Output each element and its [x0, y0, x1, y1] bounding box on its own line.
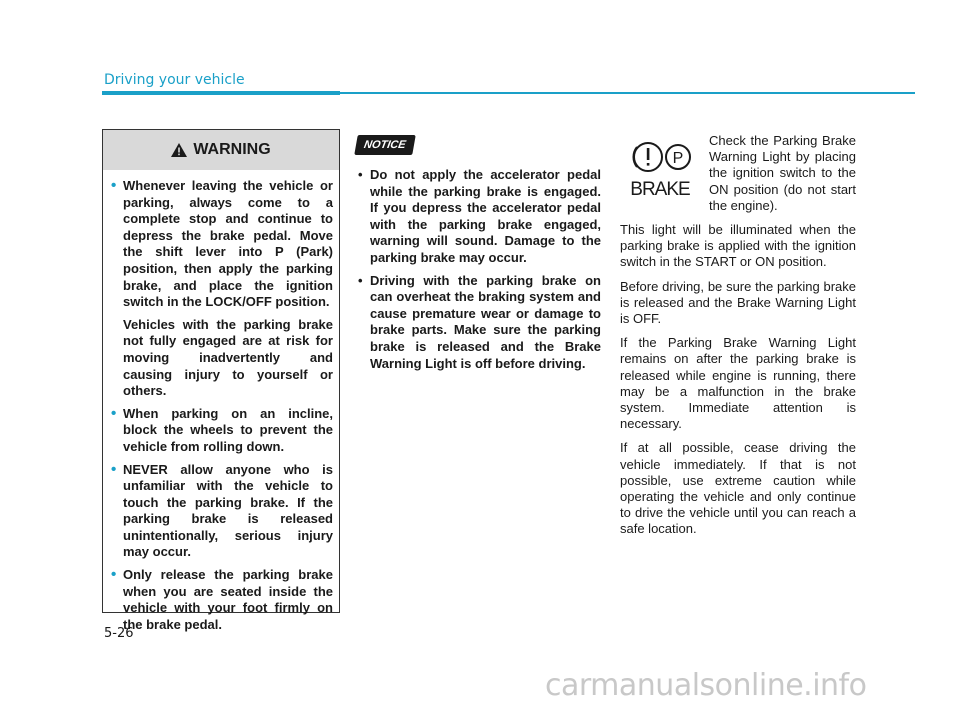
brake-warning-icon: [620, 133, 698, 203]
warning-item: • When parking on an incline, block the wheels to prevent the vehicle from rolling down.: [113, 406, 333, 456]
warning-list: [103, 170, 339, 633]
warning-item-continuation: Vehicles with the parking brake not fully engaged are at risk for moving inadvertently and causing injury to yourself or others.: [123, 316, 333, 399]
warning-item: • Only release the parking brake when you are seated inside the vehicle with your foot firmly on the brake pedal.: [113, 567, 333, 633]
notice-list: [356, 167, 601, 372]
warning-box: [102, 129, 340, 632]
notice-item: • Driving with the parking brake on can overheat the braking system and cause premature wear or damage to brake parts. Make sure the parking brake is released and the Brake Warning Light is off before driving.: [356, 273, 601, 373]
section-title: Driving your vehicle: [104, 72, 245, 88]
page-number: 5-26: [104, 626, 134, 641]
warning-item: • NEVER allow anyone who is unfamiliar with the vehicle to touch the parking brake. If the parking brake is released unintentionally, serious injury may occur.: [113, 462, 333, 562]
header-rule-thin: [340, 92, 915, 94]
brake-light-paragraph: This light will be illuminated when the parking brake is applied with the ignition switch in the START or ON position.: [620, 222, 856, 270]
brake-light-intro: Check the Parking Brake Warning Light by placing the ignition switch to the ON position (do not start the engine).: [709, 133, 856, 213]
notice-section: [356, 135, 601, 378]
header-rule-thick: [102, 91, 340, 95]
brake-light-paragraph: If at all possible, cease driving the vehicle immediately. If that is not possible, use extreme caution while operating the vehicle and only continue to drive the vehicle until you can reach a safe location.: [620, 440, 856, 537]
warning-triangle-icon: [171, 143, 187, 157]
parking-brake-light-section: [620, 133, 856, 538]
notice-item: • Do not apply the accelerator pedal while the parking brake is engaged. If you depress the accelerator pedal with the parking brake engaged, warning will sound. Damage to the parking brake may occur.: [356, 167, 601, 267]
brake-light-paragraph: If the Parking Brake Warning Light remains on after the parking brake is released while engine is running, there may be a malfunction in the brake system. Immediate attention is necessary.: [620, 335, 856, 432]
warning-item: • Whenever leaving the vehicle or parking, always come to a complete stop and continue to depress the brake pedal. Move the shift lever into P (Park) position, then apply the parking brake, and place the ignition switch in the LOCK/OFF position. Vehicles with the parking brake not fully engaged are at risk for moving inadvertently and causing injury to yourself or others.: [113, 178, 333, 400]
warning-title: WARNING: [193, 141, 271, 158]
notice-badge: NOTICE: [354, 135, 415, 155]
brake-light-paragraph: Before driving, be sure the parking brake is released and the Brake Warning Light is OFF.: [620, 278, 856, 327]
watermark: carmanualsonline.info: [545, 668, 867, 703]
brake-icon-letter: P: [672, 150, 684, 167]
warning-header: [103, 130, 339, 170]
brake-icon-label: BRAKE: [630, 179, 690, 200]
